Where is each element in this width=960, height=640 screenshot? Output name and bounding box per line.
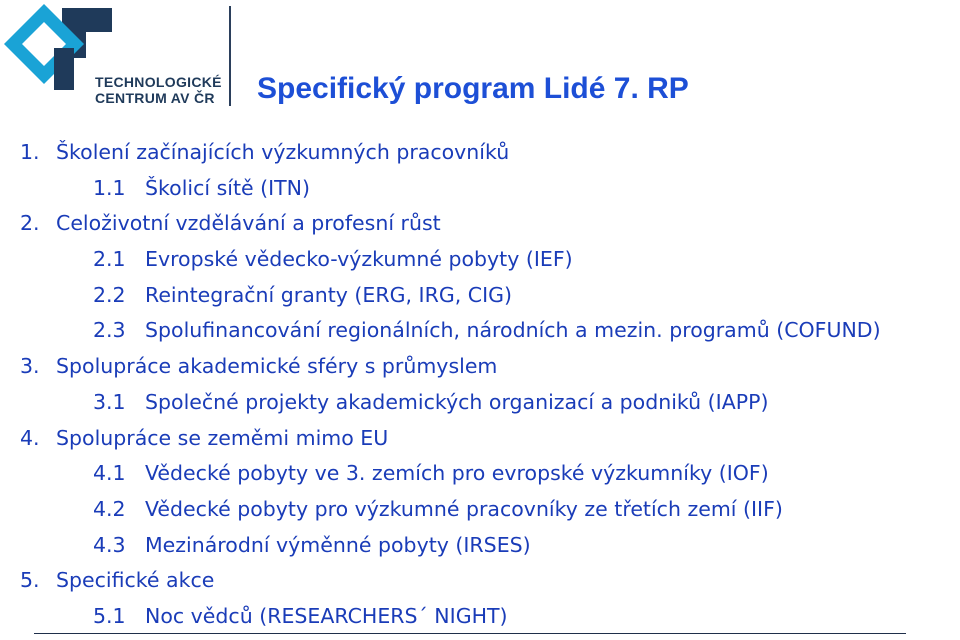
outline-item-4-2: 4.2 Vědecké pobyty pro výzkumné pracovníky ze třetích zemí (IIF) bbox=[93, 496, 783, 521]
slide-title: Specifický program Lidé 7. RP bbox=[257, 72, 689, 105]
outline-item-2-1: 2.1 Evropské vědecko-výzkumné pobyty (IEF) bbox=[93, 247, 573, 272]
outline-item-4-3: 4.3 Mezinárodní výměnné pobyty (IRSES) bbox=[93, 532, 531, 557]
outline-item-2: 2. Celoživotní vzdělávání a profesní růst bbox=[20, 211, 441, 236]
outline-item-2-2: 2.2 Reintegrační granty (ERG, IRG, CIG) bbox=[93, 282, 512, 307]
outline-item-4-1: 4.1 Vědecké pobyty ve 3. zemích pro evropské výzkumníky (IOF) bbox=[93, 461, 769, 486]
program-outline bbox=[0, 135, 960, 635]
footer-divider bbox=[34, 633, 906, 634]
outline-item-5: 5. Specifické akce bbox=[20, 568, 215, 593]
outline-item-4: 4. Spolupráce se zeměmi mimo EU bbox=[20, 425, 389, 450]
logo-text-line2: CENTRUM AV ČR bbox=[95, 90, 215, 106]
outline-item-3-1: 3.1 Společné projekty akademických organizací a podniků (IAPP) bbox=[93, 389, 769, 414]
outline-item-5-1: 5.1 Noc vědců (RESEARCHERS´ NIGHT) bbox=[93, 603, 508, 628]
header-divider bbox=[229, 6, 231, 106]
logo bbox=[0, 0, 240, 120]
logo-text-line1: TECHNOLOGICKÉ bbox=[95, 74, 222, 90]
outline-item-3: 3. Spolupráce akademické sféry s průmyslem bbox=[20, 354, 498, 379]
outline-item-2-3: 2.3 Spolufinancování regionálních, národních a mezin. programů (COFUND) bbox=[93, 318, 881, 343]
outline-item-1: 1. Školení začínajících výzkumných pracovníků bbox=[20, 140, 510, 164]
outline-item-1-1: 1.1 Školicí sítě (ITN) bbox=[93, 175, 311, 200]
